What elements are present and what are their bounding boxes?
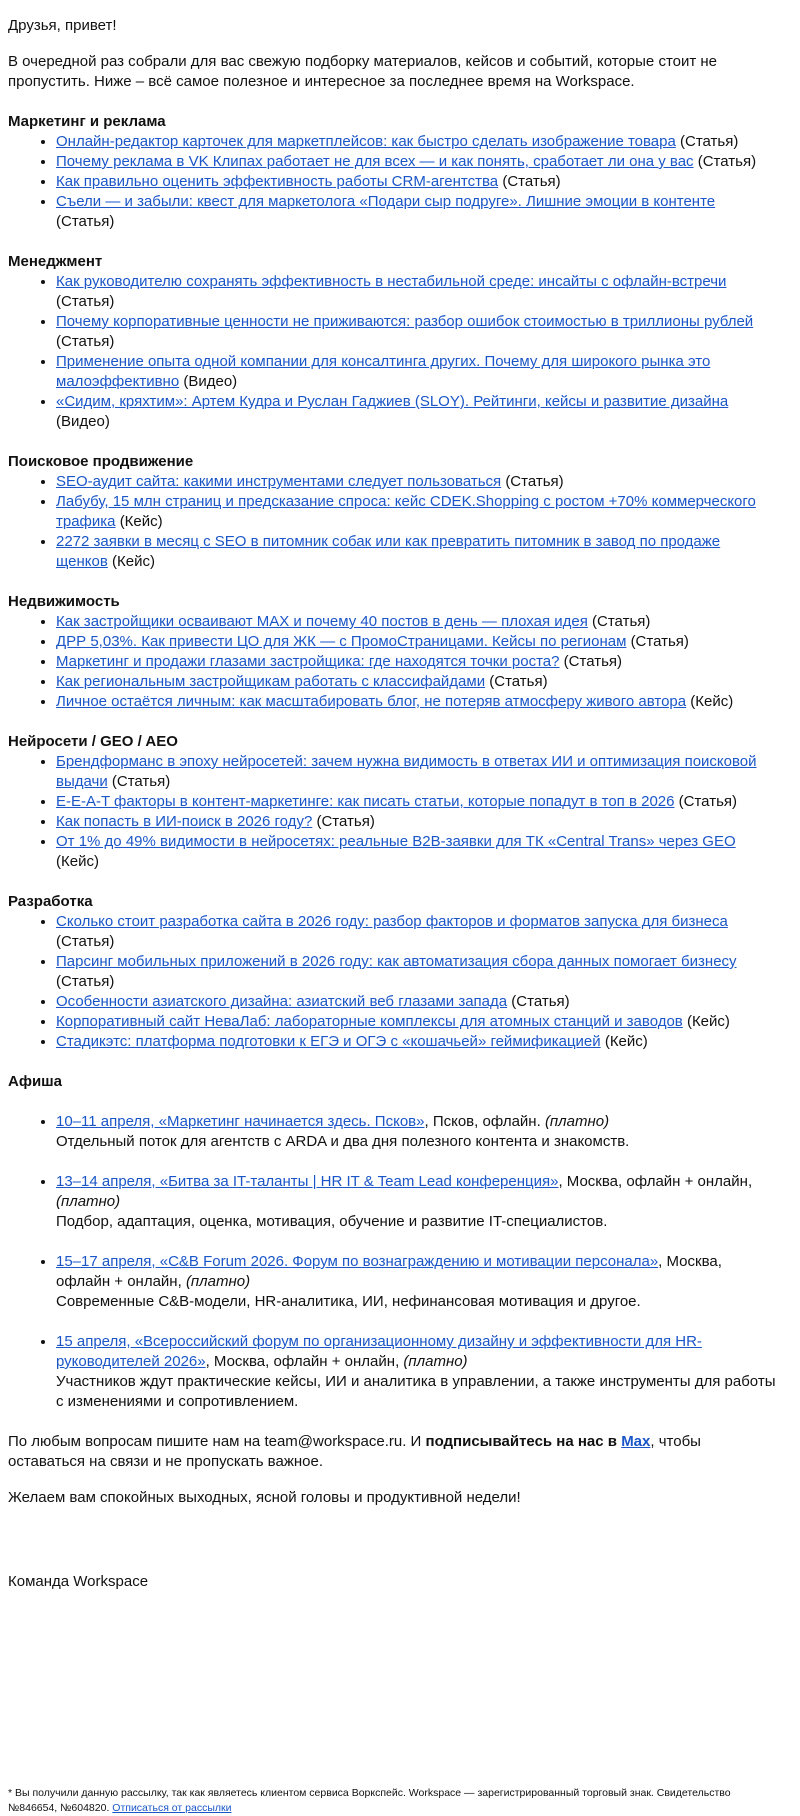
list-item — [56, 532, 776, 572]
list-item — [56, 632, 776, 652]
article-link[interactable]: Брендформанс в эпоху нейросетей: зачем нужна видимость в ответах ИИ и оптимизация поисковой выдачи — [56, 753, 757, 790]
contacts-text — [8, 1432, 776, 1472]
content-type-label: (Статья) — [316, 813, 375, 830]
article-link[interactable]: Съели — и забыли: квест для маркетолога «Подари сыр подруге». Лишние эмоции в контенте — [56, 193, 716, 210]
content-type-label: (Статья) — [56, 973, 115, 990]
event-place: , Псков, офлайн. — [424, 1113, 541, 1130]
event-price: (платно) — [544, 1113, 610, 1130]
article-link[interactable]: От 1% до 49% видимости в нейросетях: реальные B2B-заявки для ТК «Central Trans» через GEO — [56, 833, 736, 850]
section-title: Разработка — [8, 893, 93, 910]
article-link[interactable]: Как попасть в ИИ-поиск в 2026 году? — [56, 813, 313, 830]
section-title: Менеджмент — [8, 253, 103, 270]
article-link[interactable]: Как правильно оценить эффективность работы CRM-агентства — [56, 173, 499, 190]
article-link[interactable]: Как застройщики осваивают MAX и почему 40 постов в день — плохая идея — [56, 613, 588, 630]
afisha-title: Афиша — [8, 1073, 63, 1090]
event-price: (платно) — [56, 1193, 121, 1210]
event-price: (платно) — [185, 1273, 251, 1290]
content-type-label: (Кейс) — [119, 513, 163, 530]
event-price: (платно) — [403, 1353, 468, 1370]
max-link[interactable]: Max — [621, 1433, 651, 1450]
content-type-label: (Статья) — [511, 993, 570, 1010]
content-type-label: (Статья) — [56, 293, 115, 310]
content-type-label: (Статья) — [563, 653, 623, 670]
unsubscribe-link[interactable]: Отписаться от рассылки — [112, 1802, 232, 1814]
footnote — [8, 1786, 776, 1816]
section-list — [8, 472, 776, 572]
event-description: Участников ждут практические кейсы, ИИ и аналитика в управлении, а также инструменты для работы с изменениями и сопротивлением. — [56, 1373, 776, 1410]
content-type-label: (Видео) — [56, 413, 110, 430]
list-item — [56, 992, 776, 1012]
event-link[interactable]: 15 апреля, «Всероссийский форум по организационному дизайну и эффективности для HR-руководителей 2026» — [56, 1333, 702, 1370]
content-type-label: (Кейс) — [686, 1013, 730, 1030]
subscribe-bold: подписывайтесь на нас в — [425, 1433, 622, 1450]
content-type-label: (Статья) — [680, 133, 739, 150]
event-description: Современные C&B-модели, HR-аналитика, ИИ, нефинансовая мотивация и другое. — [56, 1293, 641, 1310]
article-link[interactable]: Как руководителю сохранять эффективность в нестабильной среде: инсайты с офлайн-встречи — [56, 273, 727, 290]
list-item — [56, 652, 776, 672]
article-link[interactable]: Стадикэтс: платформа подготовки к ЕГЭ и ОГЭ с «кошачьей» геймификацией — [56, 1033, 601, 1050]
article-link[interactable]: Онлайн-редактор карточек для маркетплейсов: как быстро сделать изображение товара — [56, 133, 676, 150]
section-title: Маркетинг и реклама — [8, 113, 166, 130]
article-link[interactable]: SEO-аудит сайта: какими инструментами следует пользоваться — [56, 473, 502, 490]
content-type-label: (Статья) — [697, 153, 757, 170]
section-list — [8, 612, 776, 712]
sections-container — [8, 112, 776, 1052]
article-link[interactable]: Парсинг мобильных приложений в 2026 году: как автоматизация сбора данных помогает бизнесу — [56, 953, 737, 970]
list-item — [56, 472, 776, 492]
list-item — [56, 392, 776, 432]
content-type-label: (Статья) — [678, 793, 738, 810]
article-link[interactable]: 2272 заявки в месяц с SEO в питомник собак или как превратить питомник в завод по продаже щенков — [56, 533, 721, 570]
content-type-label: (Статья) — [56, 933, 115, 950]
list-item — [56, 132, 776, 152]
event-item — [56, 1252, 776, 1312]
list-item — [56, 952, 776, 992]
signature: Команда Workspace — [8, 1573, 149, 1590]
content-type-label: (Статья) — [502, 173, 561, 190]
content-type-label: (Статья) — [56, 213, 115, 230]
event-item — [56, 1332, 776, 1412]
list-item — [56, 492, 776, 532]
event-description: Отдельный поток для агентств с ARDA и два дня полезного контента и знакомств. — [56, 1133, 630, 1150]
article-link[interactable]: Почему корпоративные ценности не приживаются: разбор ошибок стоимостью в триллионы рублей — [56, 313, 754, 330]
list-item — [56, 192, 776, 232]
event-link[interactable]: 10–11 апреля, «Маркетинг начинается здесь. Псков» — [56, 1113, 425, 1130]
article-link[interactable]: Как региональным застройщикам работать с классифайдами — [56, 673, 486, 690]
event-description: Подбор, адаптация, оценка, мотивация, обучение и развитие IT-специалистов. — [56, 1213, 608, 1230]
event-link[interactable]: 15–17 апреля, «C&B Forum 2026. Форум по вознаграждению и мотивации персонала» — [56, 1253, 659, 1270]
article-link[interactable]: Лабубу, 15 млн страниц и предсказание спроса: кейс CDEK.Shopping с ростом +70% коммерческого трафика — [56, 493, 756, 530]
event-place: , Москва, офлайн + онлайн, — [558, 1173, 753, 1190]
content-type-label: (Кейс) — [690, 693, 734, 710]
list-item — [56, 672, 776, 692]
contacts-suffix: , чтобы оставаться на связи и не пропускать важное. — [8, 1433, 701, 1470]
article-link[interactable]: Сколько стоит разработка сайта в 2026 году: разбор факторов и форматов запуска для бизнеса — [56, 913, 728, 930]
article-link[interactable]: Личное остаётся личным: как масштабировать блог, не потеряв атмосферу живого автора — [56, 693, 687, 710]
list-item — [56, 752, 776, 792]
article-link[interactable]: Корпоративный сайт НеваЛаб: лабораторные комплексы для атомных станций и заводов — [56, 1013, 683, 1030]
contacts-prefix: По любым вопросам пишите нам на team@workspace.ru. И — [8, 1433, 426, 1450]
section-title: Нейросети / GEO / AEO — [8, 733, 178, 750]
list-item — [56, 272, 776, 312]
event-item — [56, 1172, 776, 1232]
article-link[interactable]: Применение опыта одной компании для консалтинга других. Почему для широкого рынка это малоэффективно — [56, 353, 711, 390]
content-type-label: (Видео) — [183, 373, 238, 390]
article-link[interactable]: Почему реклама в VK Клипах работает не для всех — и как понять, сработает ли она у вас — [56, 153, 694, 170]
section-list — [8, 752, 776, 872]
list-item — [56, 312, 776, 352]
list-item — [56, 352, 776, 392]
list-item — [56, 812, 776, 832]
list-item — [56, 1012, 776, 1032]
list-item — [56, 152, 776, 172]
list-item — [56, 832, 776, 872]
content-type-label: (Статья) — [630, 633, 689, 650]
list-item — [56, 1032, 776, 1052]
list-item — [56, 692, 776, 712]
article-link[interactable]: ДРР 5,03%. Как привести ЦО для ЖК — с ПромоСтраницами. Кейсы по регионам — [56, 633, 627, 650]
section-title: Поисковое продвижение — [8, 453, 194, 470]
greeting: Друзья, привет! — [8, 17, 117, 34]
list-item — [56, 912, 776, 952]
section-title: Недвижимость — [8, 593, 120, 610]
event-link[interactable]: 13–14 апреля, «Битва за IT-таланты | HR IT & Team Lead конференция» — [56, 1173, 559, 1190]
list-item — [56, 792, 776, 812]
wish-text: Желаем вам спокойных выходных, ясной головы и продуктивной недели! — [8, 1489, 521, 1506]
section-list — [8, 912, 776, 1052]
footnote-text: * Вы получили данную рассылку, так как являетесь клиентом сервиса Воркспейс. Workspace — зарегистрированный торговый знак. Свидетельство №846654, №604820. — [8, 1787, 731, 1814]
content-type-label: (Статья) — [505, 473, 564, 490]
article-link[interactable]: Особенности азиатского дизайна: азиатский веб глазами запада — [56, 993, 508, 1010]
list-item — [56, 612, 776, 632]
content-type-label: (Статья) — [111, 773, 171, 790]
list-item — [56, 172, 776, 192]
content-type-label: (Статья) — [56, 333, 115, 350]
content-type-label: (Кейс) — [112, 553, 155, 570]
article-link[interactable]: E-E-A-T факторы в контент-маркетинге: как писать статьи, которые попадут в топ в 2026 — [56, 793, 675, 810]
section-list — [8, 272, 776, 432]
event-place: , Москва, офлайн + онлайн, — [56, 1253, 722, 1290]
content-type-label: (Статья) — [592, 613, 651, 630]
section-list — [8, 132, 776, 232]
event-item — [56, 1112, 776, 1152]
event-place: , Москва, офлайн + онлайн, — [205, 1353, 400, 1370]
article-link[interactable]: Маркетинг и продажи глазами застройщика: где находятся точки роста? — [56, 653, 560, 670]
content-type-label: (Кейс) — [56, 853, 99, 870]
events-list — [8, 1112, 776, 1412]
content-type-label: (Статья) — [489, 673, 548, 690]
article-link[interactable]: «Сидим, кряхтим»: Артем Кудра и Руслан Гаджиев (SLOY). Рейтинги, кейсы и развитие дизайна — [56, 393, 729, 410]
content-type-label: (Кейс) — [604, 1033, 648, 1050]
intro-text: В очередной раз собрали для вас свежую подборку материалов, кейсов и событий, которые стоит не пропустить. Ниже – всё самое полезное и интересное за последнее время на Workspace. — [8, 53, 718, 90]
